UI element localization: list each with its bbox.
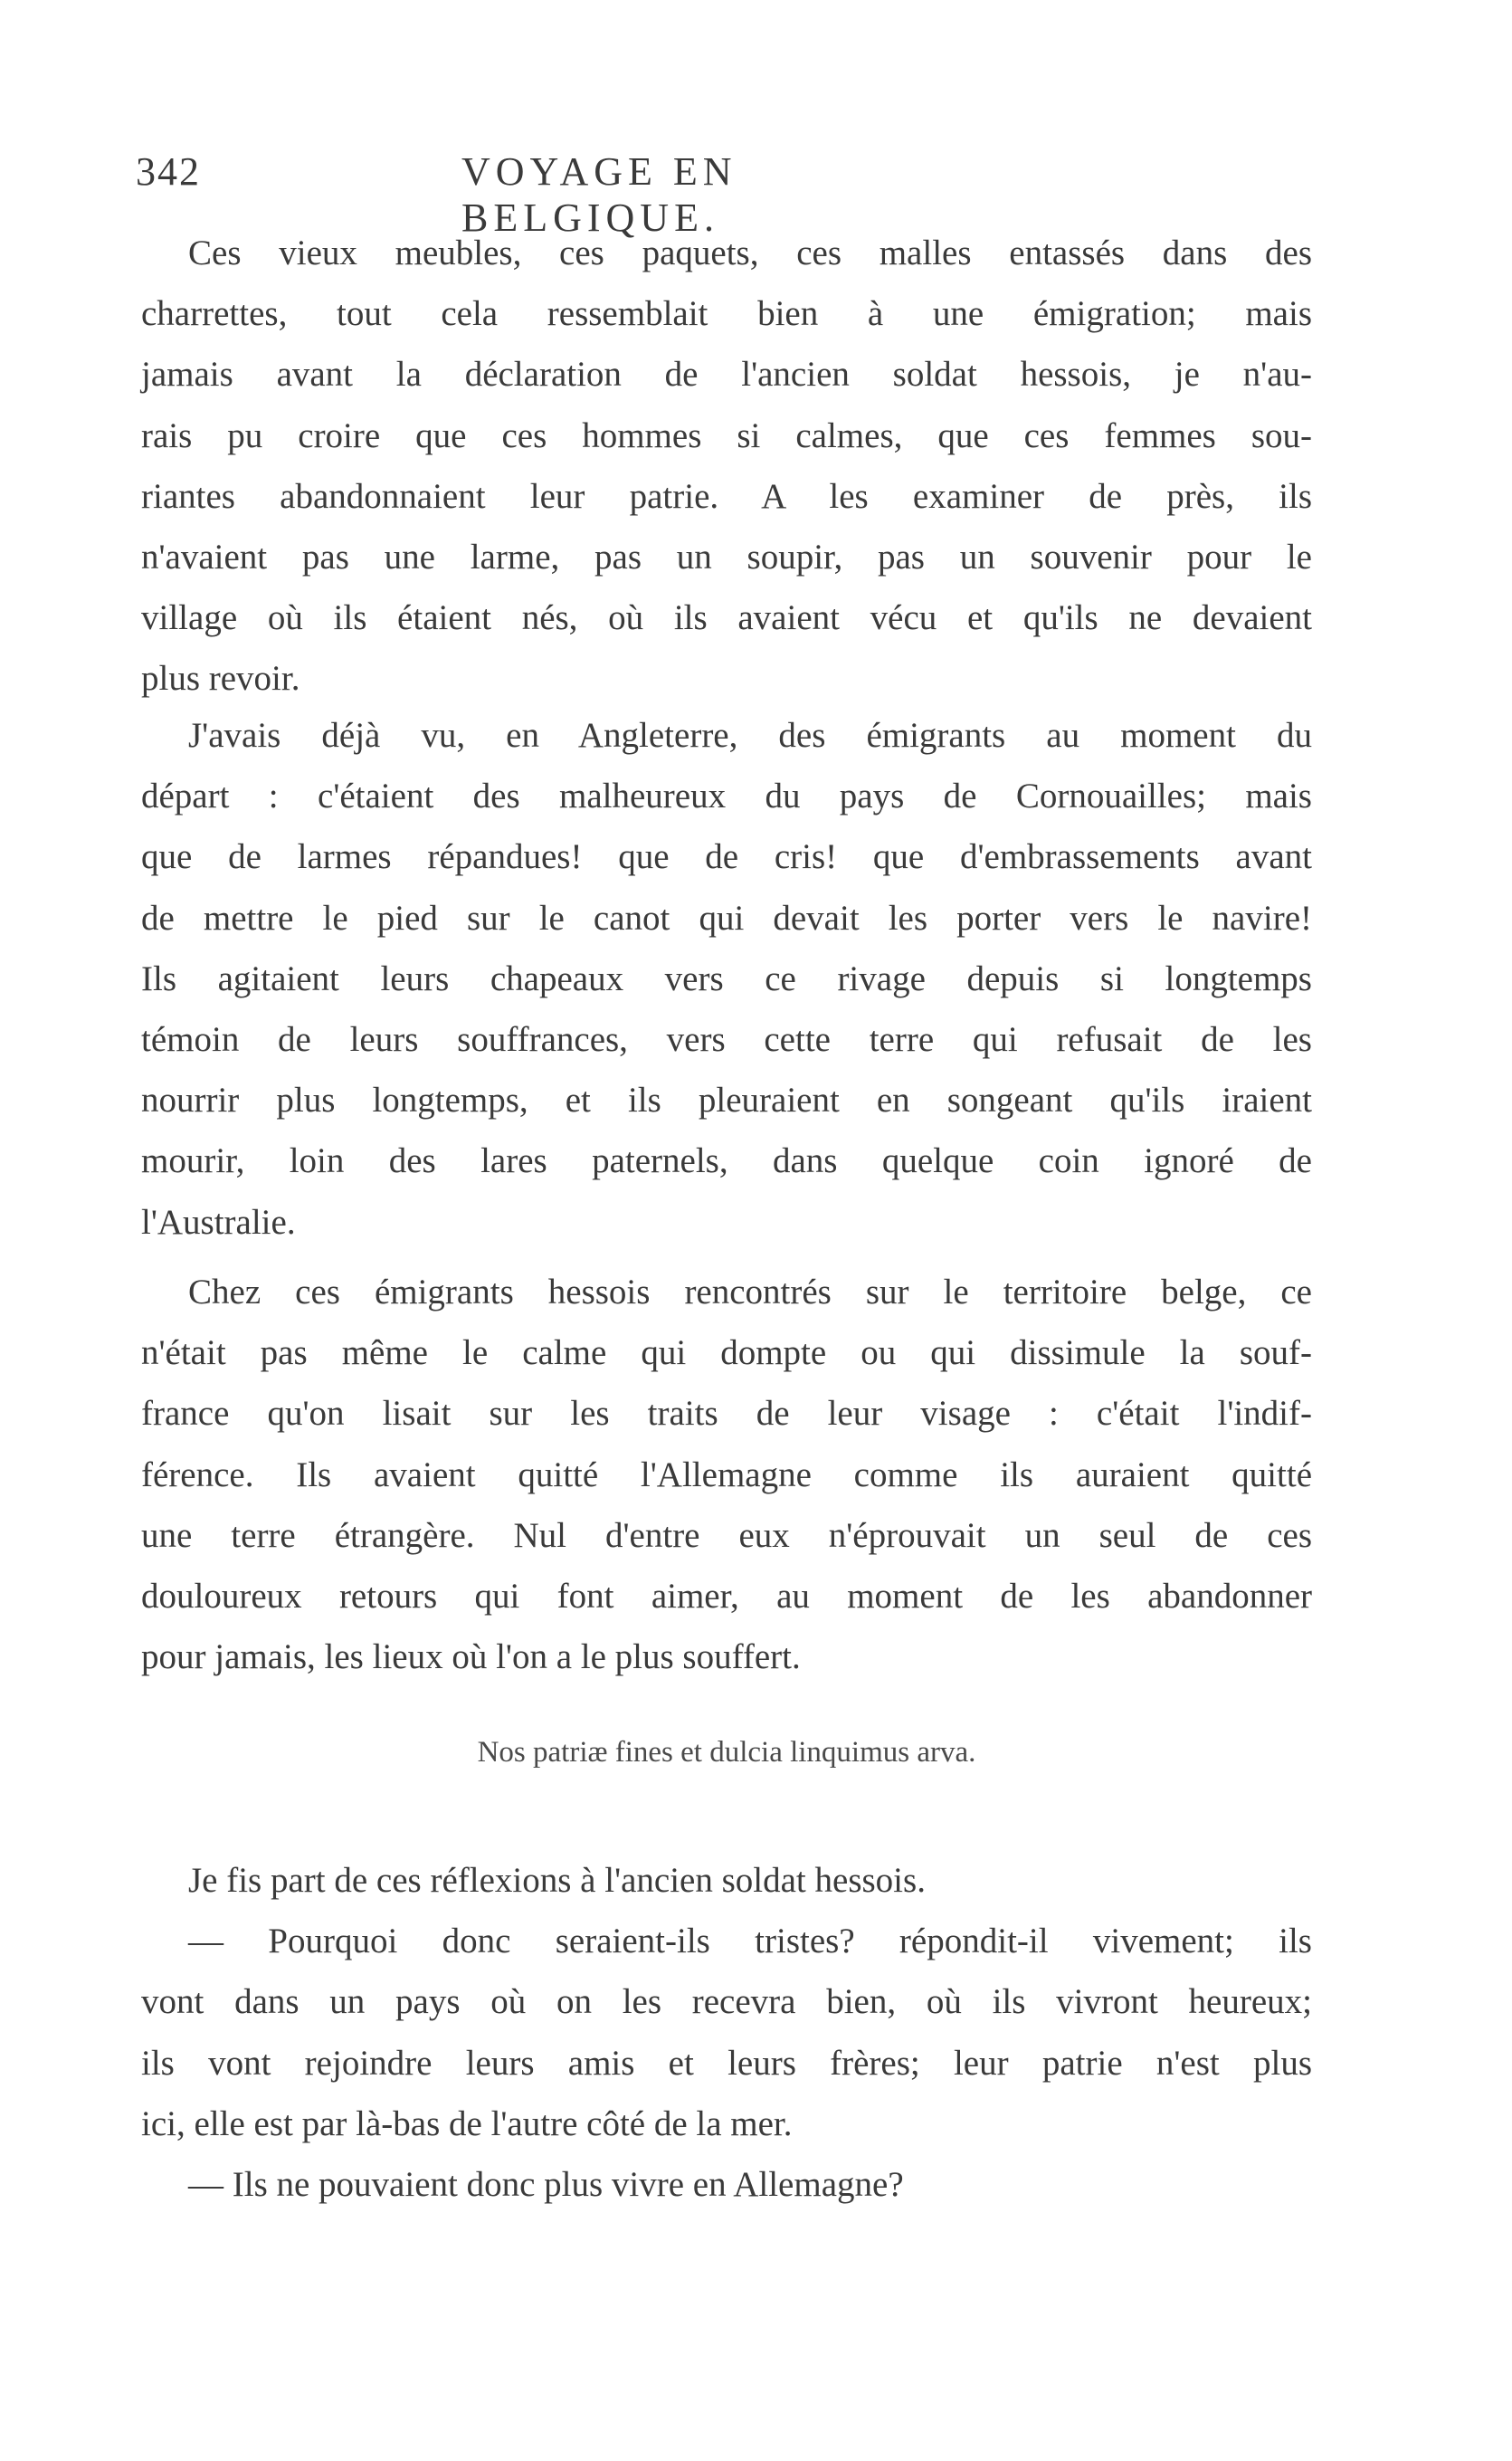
page-number: 342 bbox=[136, 149, 201, 194]
text-line: n'avaient pas une larme, pas un soupir, pas un souvenir pour le bbox=[141, 537, 1312, 577]
text-line: riantes abandonnaient leur patrie. A les examiner de près, ils bbox=[141, 476, 1312, 516]
text-line: Je fis part de ces réflexions à l'ancien soldat hessois. bbox=[188, 1861, 926, 1900]
dialogue-line: — Ils ne pouvaient donc plus vivre en Allemagne? bbox=[188, 2164, 904, 2204]
page-header bbox=[136, 148, 990, 240]
text-line: douloureux retours qui font aimer, au moment de les abandonner bbox=[141, 1576, 1312, 1616]
running-title: VOYAGE EN BELGIQUE. bbox=[461, 149, 737, 240]
text-line: jamais avant la déclaration de l'ancien soldat hessois, je n'au- bbox=[141, 355, 1312, 395]
paragraph-4 bbox=[141, 1850, 1312, 2215]
text-line: Ils agitaient leurs chapeaux vers ce rivage depuis si longtemps bbox=[141, 959, 1312, 998]
text-line: de mettre le pied sur le canot qui devait les porter vers le navire! bbox=[141, 898, 1312, 938]
text-line: plus revoir. bbox=[141, 659, 300, 699]
text-line: ils vont rejoindre leurs amis et leurs frères; leur patrie n'est plus bbox=[141, 2043, 1312, 2083]
text-line: Chez ces émigrants hessois rencontrés sur le territoire belge, ce bbox=[188, 1273, 1312, 1312]
text-line: que de larmes répandues! que de cris! que d'embrassements avant bbox=[141, 837, 1312, 877]
text-line: férence. Ils avaient quitté l'Allemagne comme ils auraient quitté bbox=[141, 1455, 1312, 1494]
paragraph-1 bbox=[141, 223, 1312, 710]
text-line: n'était pas même le calme qui dompte ou qui dissimule la souf- bbox=[141, 1333, 1312, 1373]
text-line: J'avais déjà vu, en Angleterre, des émigrants au moment du bbox=[188, 716, 1312, 755]
text-line: village où ils étaient nés, où ils avaient vécu et qu'ils ne devaient bbox=[141, 598, 1312, 638]
text-line: départ : c'étaient des malheureux du pays de Cornouailles; mais bbox=[141, 777, 1312, 816]
paragraph-2 bbox=[141, 705, 1312, 1253]
paragraph-3 bbox=[141, 1262, 1312, 1687]
text-line: nourrir plus longtemps, et ils pleuraient en songeant qu'ils iraient bbox=[141, 1081, 1312, 1121]
text-line: pour jamais, les lieux où l'on a le plus souffert. bbox=[141, 1637, 801, 1677]
text-line: vont dans un pays où on les recevra bien, où ils vivront heureux; bbox=[141, 1982, 1312, 2022]
text-line: une terre étrangère. Nul d'entre eux n'éprouvait un seul de ces bbox=[141, 1515, 1312, 1555]
text-line: l'Australie. bbox=[141, 1202, 296, 1242]
text-line: mourir, loin des lares paternels, dans quelque coin ignoré de bbox=[141, 1141, 1312, 1181]
text-line: rais pu croire que ces hommes si calmes, que ces femmes sou- bbox=[141, 415, 1312, 455]
text-line: Ces vieux meubles, ces paquets, ces malles entassés dans des bbox=[188, 234, 1312, 272]
text-line: charrettes, tout cela ressemblait bien à une émigration; mais bbox=[141, 294, 1312, 334]
latin-quotation: Nos patriæ fines et dulcia linquimus arva. bbox=[477, 1736, 976, 1769]
dialogue-line: — Pourquoi donc seraient-ils tristes? répondit-il vivement; ils bbox=[188, 1922, 1312, 1961]
text-line: ici, elle est par là-bas de l'autre côté de la mer. bbox=[141, 2103, 793, 2143]
text-line: témoin de leurs souffrances, vers cette terre qui refusait de les bbox=[141, 1019, 1312, 1059]
text-line: france qu'on lisait sur les traits de leur visage : c'était l'indif- bbox=[141, 1394, 1312, 1434]
